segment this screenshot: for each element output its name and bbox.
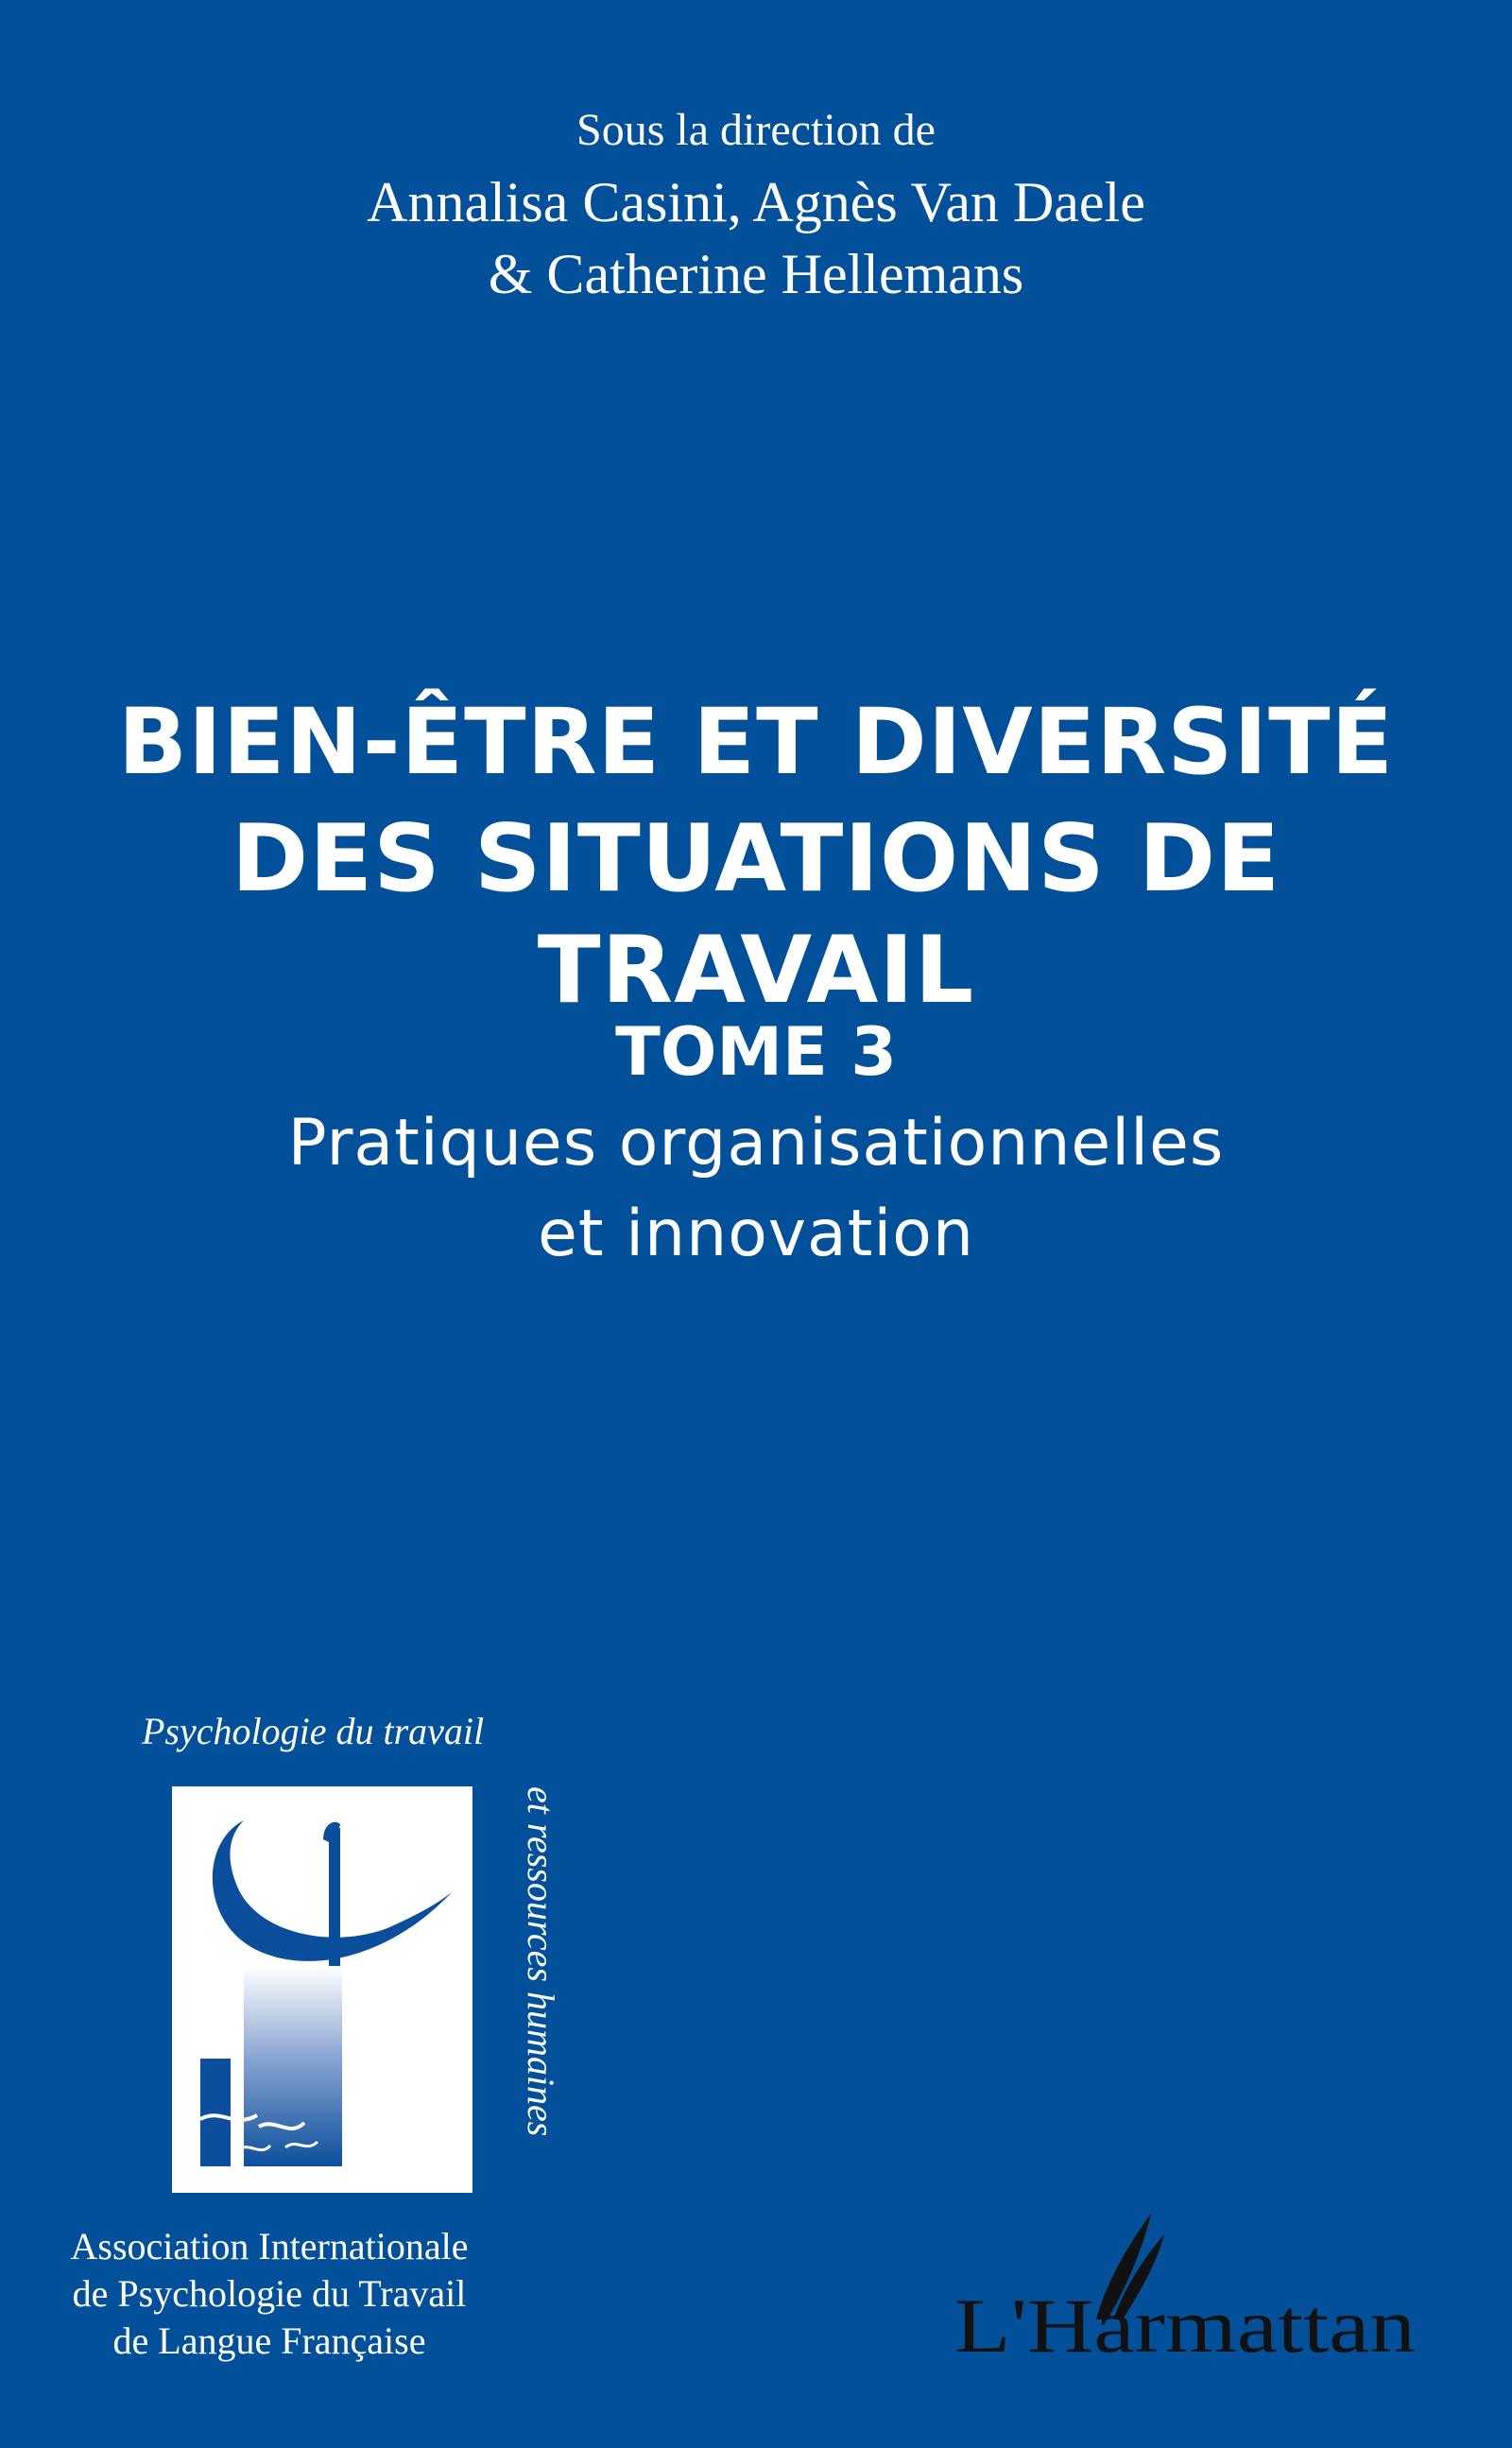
association-line-2: de Psychologie du Travail <box>72 2272 467 2315</box>
series-name-top: Psychologie du travail <box>142 1710 485 1752</box>
series-name-side: et ressources humaines <box>520 1786 562 2137</box>
book-title-line-1: BIEN-ÊTRE ET DIVERSITÉ <box>117 689 1395 795</box>
publisher-logo <box>954 2200 1427 2361</box>
editors-names-line-2: & Catherine Hellemans <box>488 243 1024 305</box>
volume-subtitle-line-2: et innovation <box>538 1197 974 1271</box>
book-title-line-2: DES SITUATIONS DE TRAVAIL <box>231 805 1281 1025</box>
association-line-3: de Langue Française <box>112 2319 426 2362</box>
publisher-name: L'Harmattan <box>954 2283 1416 2361</box>
editors-intro: Sous la direction de <box>576 105 936 155</box>
editors-names-line-1: Annalisa Casini, Agnès Van Daele <box>367 171 1145 233</box>
volume-label: TOME 3 <box>615 1013 897 1091</box>
psi-logo-icon <box>172 1786 472 2193</box>
series-logo <box>172 1786 472 2193</box>
volume-subtitle-line-1: Pratiques organisationnelles <box>287 1106 1225 1181</box>
association-name <box>57 2223 482 2365</box>
harmattan-logo-icon <box>954 2200 1427 2361</box>
association-line-1: Association Internationale <box>70 2225 469 2267</box>
